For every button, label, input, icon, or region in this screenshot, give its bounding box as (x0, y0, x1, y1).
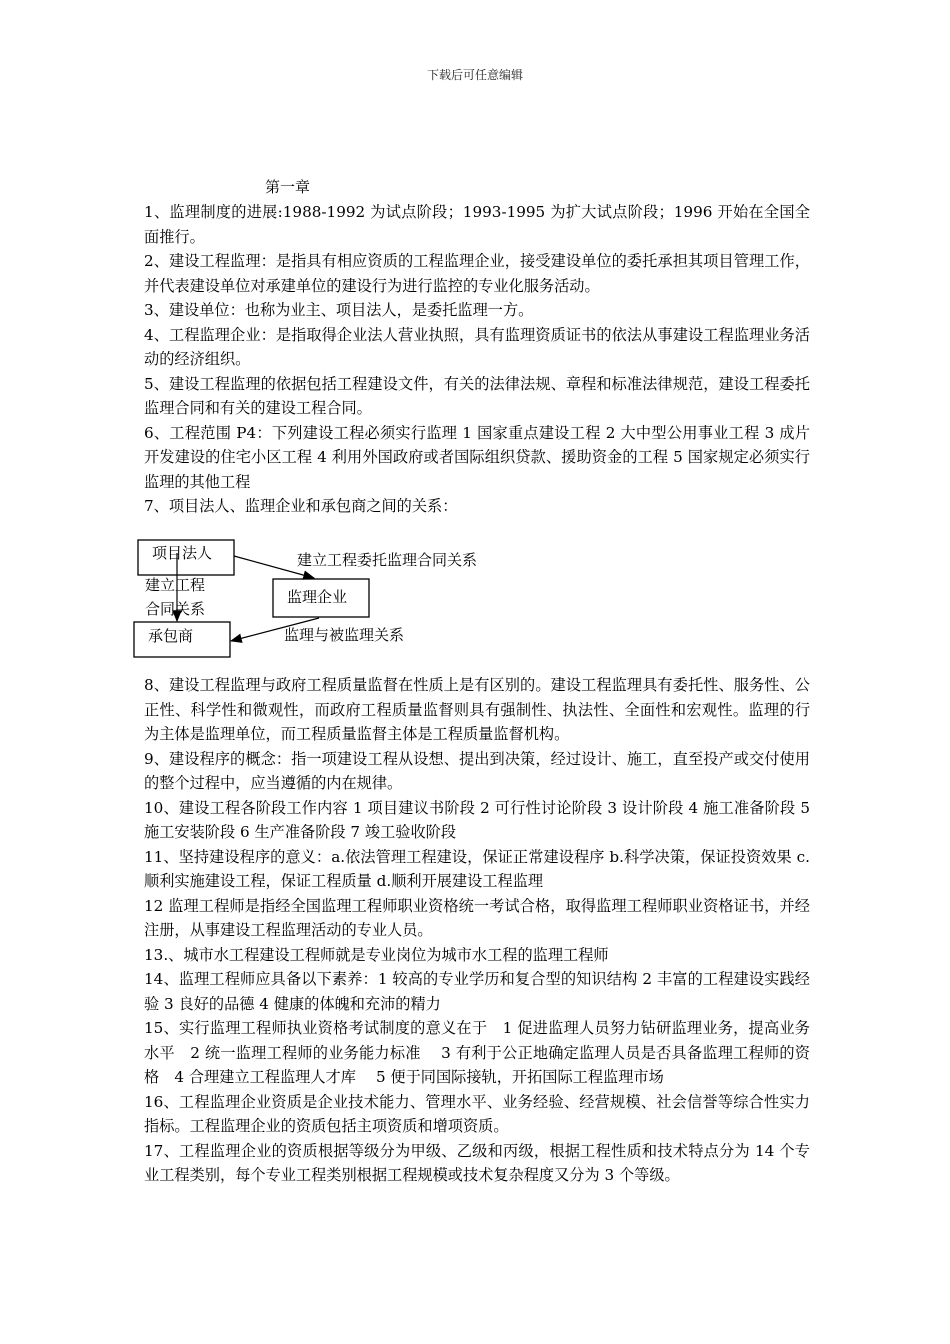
paragraph-4: 4、工程监理企业：是指取得企业法人营业执照，具有监理资质证书的依法从事建设工程监理业务活动的经济组织。 (144, 325, 810, 368)
contractor-box-label: 承包商 (148, 627, 194, 645)
chapter-title: 第一章 (265, 178, 311, 196)
paragraph-16: 16、工程监理企业资质是企业技术能力、管理水平、业务经验、经营规模、社会信誉等综合性实力指标。工程监理企业的资质包括主项资质和增项资质。 (144, 1092, 810, 1135)
paragraph-15: 15、实行监理工程师执业资格考试制度的意义在于 1 促进监理人员努力钻研监理业务，提高业务水平 2 统一监理工程师的业务能力标准 3 有利于公正地确定监理人员是否具备监理工程师的资格 4 合理建立工程监理人才库 5 便于同国际接轨，开拓国际工程监理市场 (144, 1019, 810, 1086)
paragraph-6: 6、工程范围 P4：下列建设工程必须实行监理 1 国家重点建设工程 2 大中型公用事业工程 3 成片开发建设的住宅小区工程 4 利用外国政府或者国际组织贷款、援助资金的工程 5 国家规定必须实行监理的其他工程 (144, 423, 810, 491)
paragraph-7: 7、项目法人、监理企业和承包商之间的关系： (144, 497, 458, 515)
owner-box-label: 项目法人 (152, 544, 213, 562)
paragraph-14: 14、监理工程师应具备以下素养：1 较高的专业学历和复合型的知识结构 2 丰富的工程建设实践经验 3 良好的品德 4 健康的体魄和充沛的精力 (144, 970, 810, 1013)
paragraph-3: 3、建设单位：也称为业主、项目法人，是委托监理一方。 (144, 301, 534, 319)
paragraph-5: 5、建设工程监理的依据包括工程建设文件，有关的法律法规、章程和标准法律规范，建设工程委托监理合同和有关的建设工程合同。 (144, 374, 810, 417)
paragraph-17: 17、工程监理企业的资质根据等级分为甲级、乙级和丙级，根据工程性质和技术特点分为 14 个专业工程类别，每个专业工程类别根据工程规模或技术复杂程度又分为 3 个等级。 (144, 1141, 810, 1184)
owner-contractor-relation-label-line2: 合同关系 (145, 600, 206, 618)
owner-supervisor-relation-label: 建立工程委托监理合同关系 (297, 551, 478, 569)
paragraph-1: 1、监理制度的进展:1988-1992 为试点阶段；1993-1995 为扩大试点阶段；1996 开始在全国全面推行。 (144, 203, 810, 246)
paragraph-10: 10、建设工程各阶段工作内容 1 项目建议书阶段 2 可行性讨论阶段 3 设计阶段 4 施工准备阶段 5 施工安装阶段 6 生产准备阶段 7 竣工验收阶段 (144, 798, 810, 841)
paragraph-12: 12 监理工程师是指经全国监理工程师职业资格统一考试合格，取得监理工程师职业资格证书，并经注册，从事建设工程监理活动的专业人员。 (144, 896, 810, 939)
supervisor-contractor-relation-label: 监理与被监理关系 (284, 626, 405, 644)
relationship-diagram (130, 535, 530, 665)
text-block-bottom (144, 673, 810, 1188)
supervisor-box-label: 监理企业 (287, 588, 348, 606)
page-header: 下载后可任意编辑 (426, 68, 523, 82)
paragraph-13: 13.、城市水工程建设工程师就是专业岗位为城市水工程的监理工程师 (144, 945, 609, 964)
paragraph-11: 11、坚持建设程序的意义：a.依法管理工程建设，保证正常建设程序 b.科学决策，保证投资效果 c.顺利实施建设工程，保证工程质量 d.顺利开展建设工程监理 (144, 847, 810, 890)
paragraph-8: 8、建设工程监理与政府工程质量监督在性质上是有区别的。建设工程监理具有委托性、服务性、公正性、科学性和微观性，而政府工程质量监督则具有强制性、执法性、全面性和宏观性。监理的行为主体是监理单位，而工程质量监督主体是工程质量监督机构。 (144, 676, 810, 743)
text-block-top (144, 200, 810, 519)
paragraph-9: 9、建设程序的概念：指一项建设工程从设想、提出到决策，经过设计、施工，直至投产或交付使用的整个过程中，应当遵循的内在规律。 (144, 749, 810, 792)
owner-contractor-relation-label-line1: 建立工程 (145, 576, 206, 594)
paragraph-2: 2、建设工程监理：是指具有相应资质的工程监理企业，接受建设单位的委托承担其项目管理工作，并代表建设单位对承建单位的建设行为进行监控的专业化服务活动。 (144, 252, 810, 295)
